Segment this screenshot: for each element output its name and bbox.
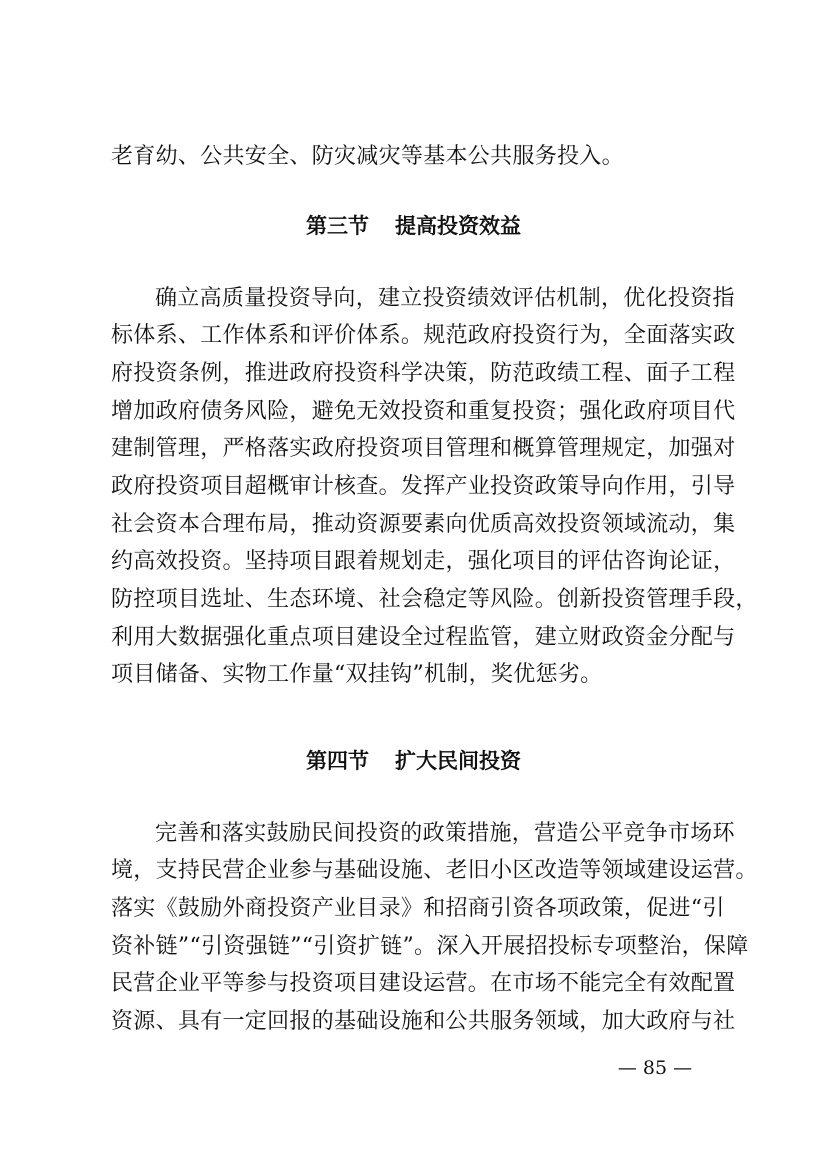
section-number: 第三节 — [306, 214, 369, 238]
section-title: 提高投资效益 — [395, 214, 521, 238]
paragraph-line: 资补链”“引资强链”“引资扩链”。深入开展招投标专项整治，保障 — [111, 934, 749, 959]
page-number: — 85 — — [617, 1057, 693, 1079]
paragraph-line: 标体系、工作体系和评价体系。规范政府投资行为，全面落实政 — [111, 323, 736, 348]
paragraph-line: 防控项目选址、生态环境、社会稳定等风险。创新投资管理手段， — [111, 587, 758, 612]
paragraph-line: 境，支持民营企业参与基础设施、老旧小区改造等领域建设运营。 — [111, 858, 758, 883]
section-number: 第四节 — [306, 749, 369, 773]
body-text-line: 老育幼、公共安全、防灾减灾等基本公共服务投入。 — [111, 144, 624, 169]
section-heading-4 — [0, 744, 827, 778]
paragraph-line: 确立高质量投资导向，建立投资绩效评估机制，优化投资指 — [155, 286, 735, 311]
paragraph-line: 完善和落实鼓励民间投资的政策措施，营造公平竞争市场环 — [155, 821, 735, 846]
paragraph-line: 落实《鼓励外商投资产业目录》和招商引资各项政策，促进“引 — [111, 896, 725, 921]
paragraph-line: 政府投资项目超概审计核查。发挥产业投资政策导向作用，引导 — [111, 474, 736, 499]
paragraph-line: 社会资本合理布局，推动资源要素向优质高效投资领域流动，集 — [111, 512, 736, 537]
section-title: 扩大民间投资 — [395, 749, 521, 773]
paragraph-line: 建制管理，严格落实政府投资项目管理和概算管理规定，加强对 — [111, 436, 736, 461]
paragraph-line: 利用大数据强化重点项目建设全过程监管，建立财政资金分配与 — [111, 625, 736, 650]
paragraph-line: 项目储备、实物工作量“双挂钩”机制，奖优惩劣。 — [111, 662, 603, 687]
paragraph-line: 增加政府债务风险，避免无效投资和重复投资；强化政府项目代 — [111, 399, 736, 424]
paragraph-line: 资源、具有一定回报的基础设施和公共服务领域，加大政府与社 — [111, 1009, 736, 1034]
paragraph-line: 民营企业平等参与投资项目建设运营。在市场不能完全有效配置 — [111, 971, 736, 996]
paragraph-line: 约高效投资。坚持项目跟着规划走，强化项目的评估咨询论证， — [111, 549, 736, 574]
section-heading-3 — [0, 209, 827, 243]
paragraph-line: 府投资条例，推进政府投资科学决策，防范政绩工程、面子工程 — [111, 361, 736, 386]
